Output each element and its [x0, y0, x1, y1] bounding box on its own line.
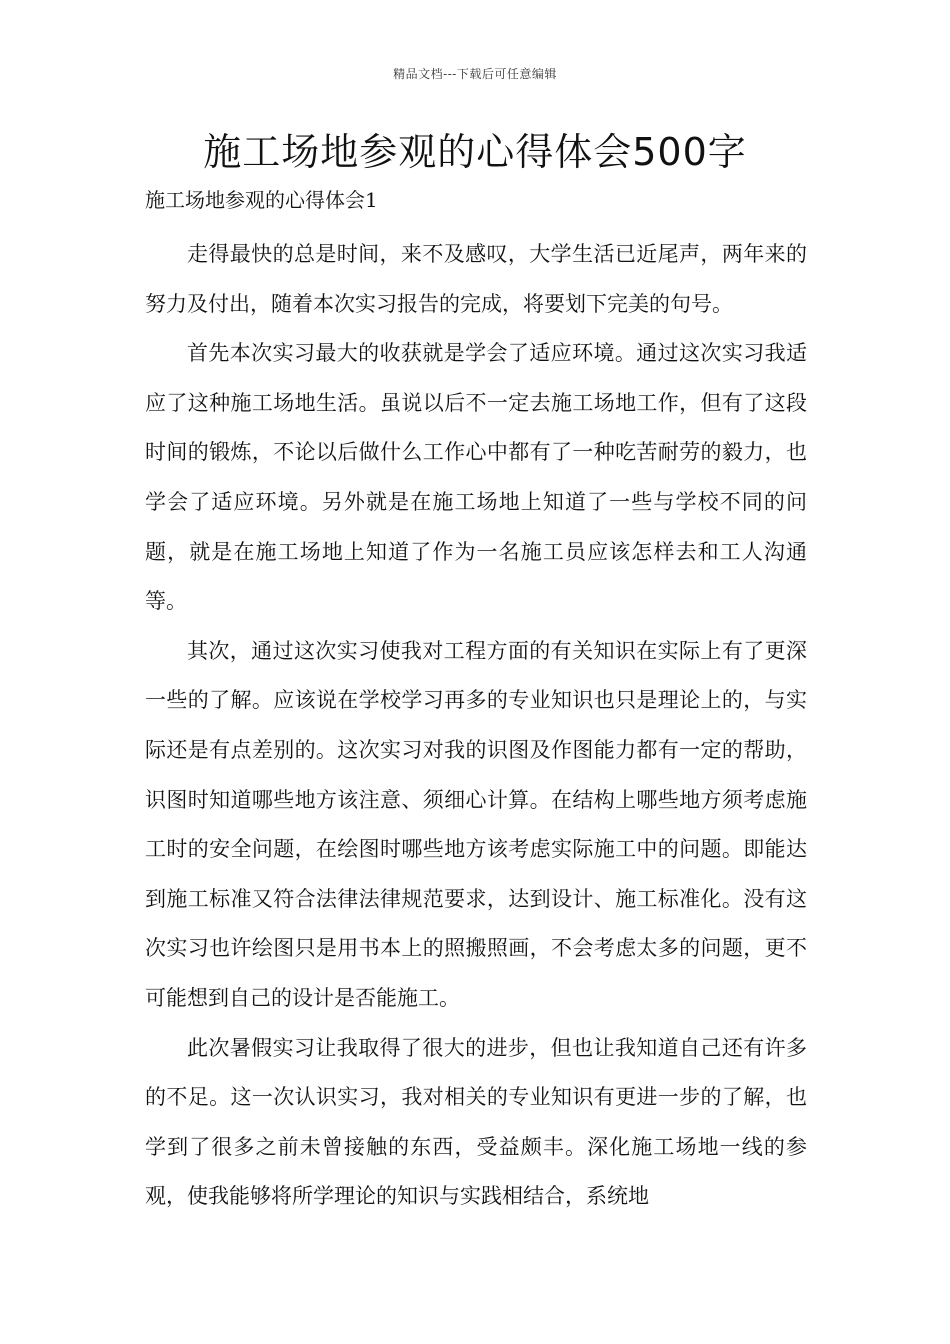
header-note: 精品文档---下载后可任意编辑: [393, 67, 557, 81]
paragraph: 其次，通过这次实习使我对工程方面的有关知识在实际上有了更深一些的了解。应该说在学校学习再多的专业知识也只是理论上的，与实际还是有点差别的。这次实习对我的识图及作图能力都有一定的帮助，识图时知道哪些地方该注意、须细心计算。在结构上哪些地方须考虑施工时的安全问题，在绘图时哪些地方该考虑实际施工中的问题。即能达到施工标准又符合法律法律规范要求，达到设计、施工标准化。没有这次实习也许绘图只是用书本上的照搬照画，不会考虑太多的问题，更不可能想到自己的设计是否能施工。: [145, 638, 807, 1010]
paragraph: 此次暑假实习让我取得了很大的进步，但也让我知道自己还有许多的不足。这一次认识实习，我对相关的专业知识有更进一步的了解，也学到了很多之前未曾接触的东西，受益颇丰。深化施工场地一线的参观，使我能够将所学理论的知识与实践相结合，系统地: [145, 1035, 807, 1209]
document-body: [145, 230, 807, 1222]
section-heading: 施工场地参观的心得体会1: [145, 188, 378, 212]
document-title: 施工场地参观的心得体会500字: [203, 130, 747, 174]
paragraph: 首先本次实习最大的收获就是学会了适应环境。通过这次实习我适应了这种施工场地生活。虽说以后不一定去施工场地工作，但有了这段时间的锻炼，不论以后做什么工作心中都有了一种吃苦耐劳的毅力，也学会了适应环境。另外就是在施工场地上知道了一些与学校不同的问题，就是在施工场地上知道了作为一名施工员应该怎样去和工人沟通等。: [145, 341, 807, 614]
paragraph: 走得最快的总是时间，来不及感叹，大学生活已近尾声，两年来的努力及付出，随着本次实习报告的完成，将要划下完美的句号。: [145, 242, 807, 316]
